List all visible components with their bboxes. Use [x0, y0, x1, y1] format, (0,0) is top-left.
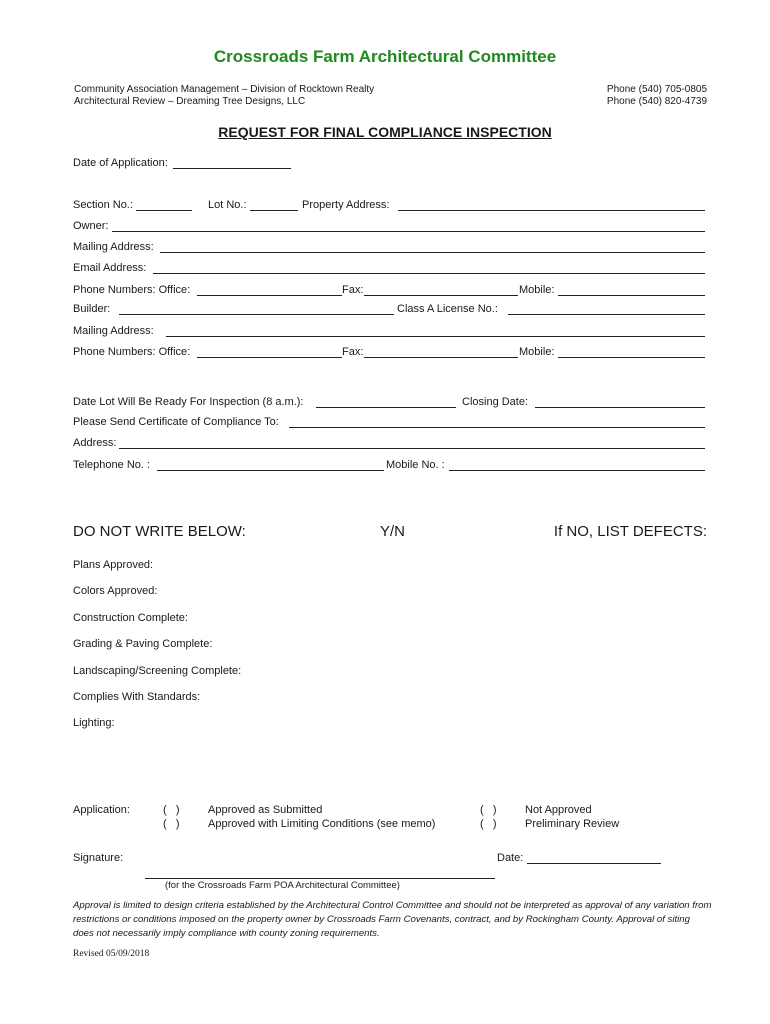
class-a-license-field[interactable] [508, 314, 705, 315]
preliminary-review-label: Preliminary Review [525, 818, 620, 830]
grading-paving-label: Grading & Paving Complete: [73, 638, 213, 650]
email-address-label: Email Address: [73, 262, 147, 274]
not-approved-checkbox[interactable]: ( ) [480, 804, 497, 816]
signature-label: Signature: [73, 852, 124, 864]
yn-column-heading: Y/N [380, 523, 406, 540]
send-certificate-label: Please Send Certificate of Compliance To: [73, 416, 279, 428]
signature-date-field[interactable] [527, 863, 661, 864]
builder-mailing-address-label: Mailing Address: [73, 325, 154, 337]
builder-field[interactable] [119, 314, 394, 315]
mobile-no-field[interactable] [449, 470, 705, 471]
property-address-field[interactable] [398, 210, 705, 211]
application-label: Application: [73, 804, 130, 816]
management-line: Community Association Management – Division of Rocktown Realty [74, 84, 375, 95]
lot-no-label: Lot No.: [208, 199, 247, 211]
phone-office-field[interactable] [197, 295, 342, 296]
builder-label: Builder: [73, 303, 111, 315]
do-not-write-heading: DO NOT WRITE BELOW: [73, 523, 246, 540]
owner-field[interactable] [112, 231, 705, 232]
property-address-label: Property Address: [302, 199, 390, 211]
date-of-application-label: Date of Application: [73, 157, 168, 169]
colors-approved-label: Colors Approved: [73, 585, 158, 597]
revised-date: Revised 05/09/2018 [73, 949, 150, 959]
section-no-field[interactable] [136, 210, 192, 211]
phone-line-2: Phone (540) 820-4739 [606, 96, 707, 107]
mobile-label: Mobile: [519, 284, 555, 296]
email-address-field[interactable] [153, 273, 705, 274]
closing-date-label: Closing Date: [462, 396, 529, 408]
class-a-license-label: Class A License No.: [397, 303, 498, 315]
mobile-no-label: Mobile No. : [386, 459, 445, 471]
fax-field[interactable] [364, 295, 518, 296]
approval-disclaimer: Approval is limited to design criteria established by the Architectural Control Committee and should not be interpreted as approval of any variation from restrictions or conditions imposed on the property owner by Crossroads Farm Covenants, contract, and by Rockingham County. Approval of siting does not necessarily imply compliance with county zoning requirements. [73, 900, 712, 939]
header-left-contacts [74, 84, 374, 108]
form-title: REQUEST FOR FINAL COMPLIANCE INSPECTION [218, 124, 552, 140]
certificate-address-label: Address: [73, 437, 117, 449]
builder-mobile-field[interactable] [558, 357, 705, 358]
owner-label: Owner: [73, 220, 109, 232]
fax-label: Fax: [342, 284, 364, 296]
defects-column-heading: If NO, LIST DEFECTS: [553, 523, 707, 540]
complies-standards-label: Complies With Standards: [73, 691, 201, 703]
landscaping-screening-label: Landscaping/Screening Complete: [73, 665, 242, 677]
builder-phone-office-field[interactable] [197, 357, 342, 358]
signature-date-label: Date: [497, 852, 524, 864]
mobile-field[interactable] [558, 295, 705, 296]
date-of-application-field[interactable] [173, 168, 291, 169]
send-certificate-field[interactable] [289, 427, 705, 428]
telephone-no-field[interactable] [157, 470, 384, 471]
committee-title: Crossroads Farm Architectural Committee [213, 47, 557, 66]
signature-caption: (for the Crossroads Farm POA Architectural Committee) [165, 880, 400, 891]
mailing-address-label: Mailing Address: [73, 241, 154, 253]
date-lot-ready-label: Date Lot Will Be Ready For Inspection (8 a.m.): [73, 396, 304, 408]
lot-no-field[interactable] [250, 210, 298, 211]
certificate-address-field[interactable] [119, 448, 705, 449]
approved-as-submitted-checkbox[interactable]: ( ) [163, 804, 180, 816]
signature-field[interactable] [145, 878, 495, 879]
preliminary-review-checkbox[interactable]: ( ) [480, 818, 497, 830]
lighting-label: Lighting: [73, 717, 115, 729]
builder-phone-office-label: Phone Numbers: Office: [73, 346, 191, 358]
review-line: Architectural Review – Dreaming Tree Designs, LLC [74, 96, 306, 107]
construction-complete-label: Construction Complete: [73, 612, 188, 624]
approved-limiting-label: Approved with Limiting Conditions (see memo) [208, 818, 436, 830]
phone-office-label: Phone Numbers: Office: [73, 284, 191, 296]
section-no-label: Section No.: [73, 199, 133, 211]
telephone-no-label: Telephone No. : [73, 459, 151, 471]
builder-fax-field[interactable] [364, 357, 518, 358]
plans-approved-label: Plans Approved: [73, 559, 154, 571]
closing-date-field[interactable] [535, 407, 705, 408]
approved-as-submitted-label: Approved as Submitted [208, 804, 323, 816]
mailing-address-field[interactable] [160, 252, 705, 253]
date-lot-ready-field[interactable] [316, 407, 456, 408]
phone-line-1: Phone (540) 705-0805 [606, 84, 707, 95]
builder-mobile-label: Mobile: [519, 346, 555, 358]
approved-limiting-checkbox[interactable]: ( ) [163, 818, 180, 830]
builder-fax-label: Fax: [342, 346, 364, 358]
not-approved-label: Not Approved [525, 804, 592, 816]
builder-mailing-address-field[interactable] [166, 336, 705, 337]
header-right-phones [607, 84, 707, 108]
